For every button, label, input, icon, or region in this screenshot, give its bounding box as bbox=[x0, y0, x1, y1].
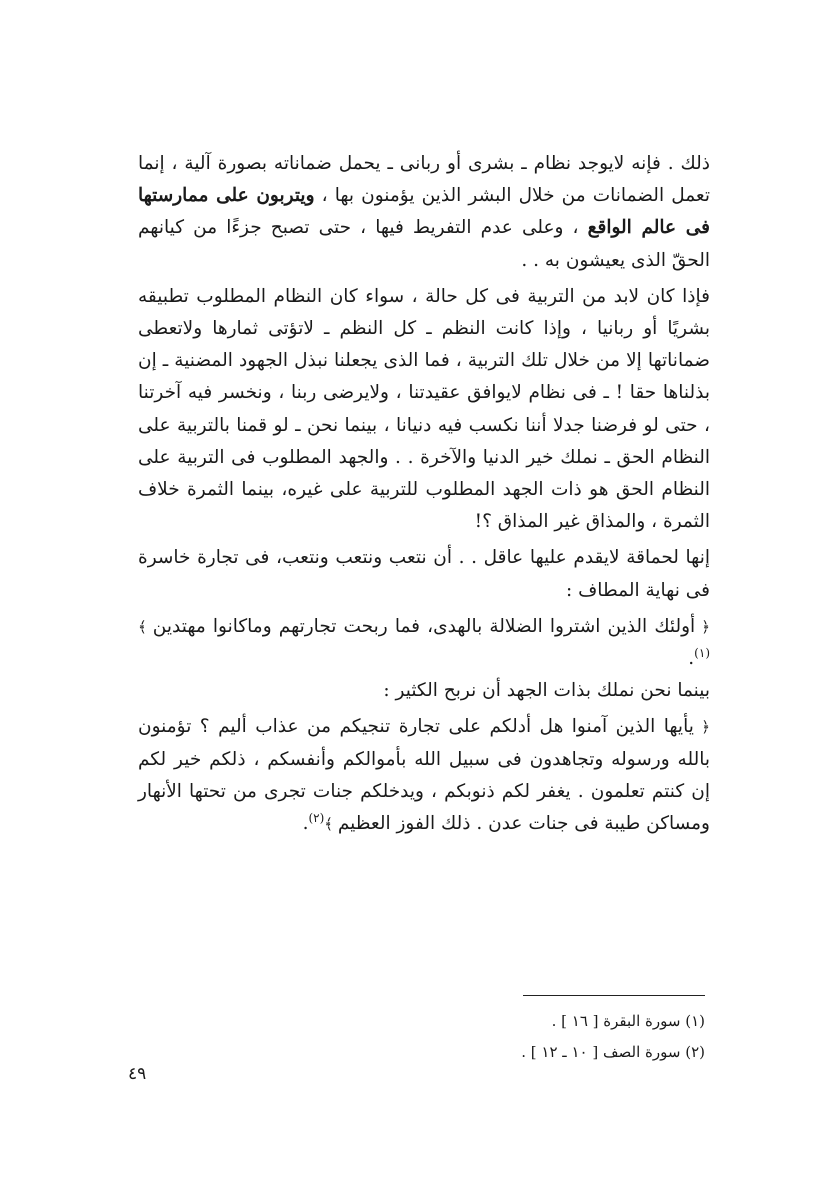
page-number: ٤٩ bbox=[128, 1064, 147, 1084]
footnote-1: (١) سورة البقرة [ ١٦ ] . bbox=[551, 1012, 705, 1030]
verse-1-open-bracket: ﴿ bbox=[695, 617, 710, 636]
verse-2-text: يأيها الذين آمنوا هل أدلكم على تجارة تنجيكم من عذاب أليم ؟ تؤمنون بالله ورسوله وتجاهدون فى سبيل الله بأموالكم وأنفسكم ، ذلكم خير لكم إن كنتم تعلمون . يغفر لكم ذنوبكم ، ويدخلكم جنات تجرى من تحتها الأنهار ومساكن طيبة فى جنات عدن . ذلك الفوز العظيم bbox=[138, 716, 710, 835]
verse-1-close-bracket: ﴾ bbox=[138, 617, 153, 636]
paragraph-3: إنها لحماقة لايقدم عليها عاقل . . أن نتعب ونتعب ونتعب، فى تجارة خاسرة فى نهاية المطاف : bbox=[138, 547, 710, 601]
footnote-ref-1: (١) bbox=[694, 645, 710, 660]
verse-1-end: . bbox=[688, 648, 695, 670]
verse-1-text: أولئك الذين اشتروا الضلالة بالهدى، فما ربحت تجارتهم وماكانوا مهتدين bbox=[152, 615, 696, 637]
paragraph-1 bbox=[138, 148, 710, 277]
paragraph-1-text-end: ، وعلى عدم التفريط فيها ، حتى تصبح جزءًا من كيانهم الحقّ الذى يعيشون به . . bbox=[138, 217, 710, 271]
paragraph-1-text: ذلك . فإنه لايوجد نظام ـ بشرى أو ربانى ـ يحمل ضماناته بصورة آلية ، إنما تعمل الضمانات من خلال البشر الذين يؤمنون بها ، bbox=[138, 153, 710, 207]
footnotes bbox=[400, 1006, 705, 1068]
paragraph-1-bold-phrase: ويتربون على ممارستها فى عالم الواقع bbox=[138, 185, 710, 239]
verse-2-open-bracket: ﴿ bbox=[693, 718, 710, 737]
quran-verse-2 bbox=[138, 711, 710, 840]
verse-2-close-bracket: ﴾ bbox=[324, 815, 338, 834]
footnote-ref-2: (٢) bbox=[308, 810, 325, 825]
paragraph-4: بينما نحن نملك بذات الجهد أن نربح الكثير : bbox=[383, 680, 710, 702]
main-text bbox=[138, 148, 710, 840]
paragraph-2: فإذا كان لابد من التربية فى كل حالة ، سواء كان النظام المطلوب تطبيقه بشريًا أو ربانيا ، وإذا كانت النظم ـ كل النظم ـ لاتؤتى ثمارها ولاتعطى ضماناتها إلا من خلال تلك التربية ، فما الذى يجعلنا نبذل الجهود المضنية ـ إن بذلناها حقا ! ـ فى نظام لايوافق عقيدتنا ، ولايرضى ربنا ، ونخسر فيه آخرتنا ، حتى لو فرضنا جدلا أننا نكسب فيه دنيانا ، بينما نحن ـ لو قمنا بالتربية على النظام الحق ـ نملك خير الدنيا والآخرة . . والجهد المطلوب فى التربية على النظام الحق هو ذات الجهد المطلوب للتربية على غيره، بينما الثمرة خلاف الثمرة ، والمذاق غير المذاق ؟! bbox=[138, 285, 710, 533]
verse-2-end: . bbox=[302, 813, 309, 835]
quran-verse-1 bbox=[138, 611, 710, 675]
footnote-divider bbox=[523, 995, 705, 996]
footnote-2: (٢) سورة الصف [ ١٠ ـ ١٢ ] . bbox=[521, 1043, 705, 1061]
